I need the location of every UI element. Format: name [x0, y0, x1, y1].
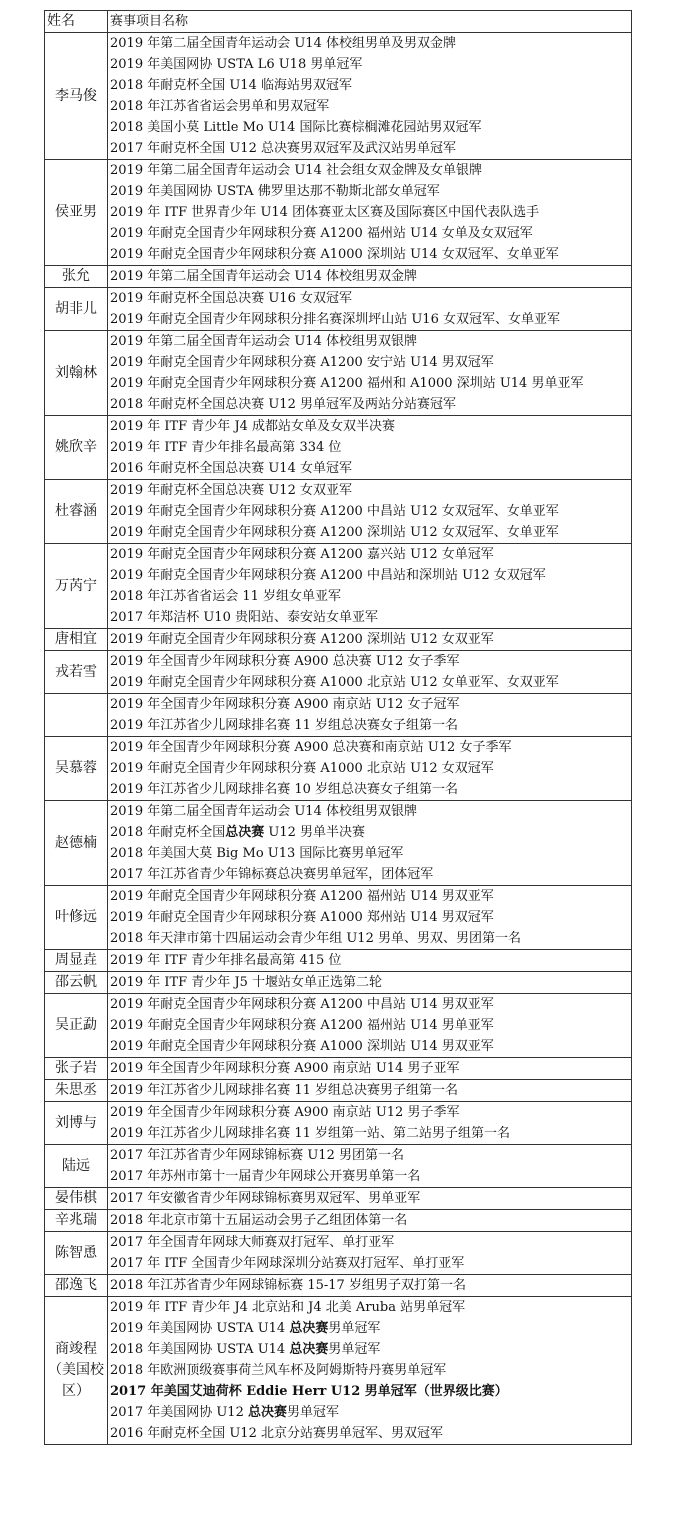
event-item: 2019 年第二届全国青年运动会 U14 社会组女双金牌及女单银牌 [110, 163, 482, 178]
event-item: 2019 年 ITF 青少年 J4 北京站和 J4 北美 Aruba 站男单冠军 [110, 1300, 466, 1315]
event-item: 2017 年美国艾迪荷杯 Eddie Herr U12 男单冠军（世界级比赛） [110, 1384, 508, 1399]
table-row [45, 288, 632, 331]
athlete-name: 叶修远 [45, 886, 108, 950]
event-text: 2018 年美国网协 USTA U14 [110, 1342, 290, 1357]
event-item: 2019 年耐克全国青少年网球积分赛 A1000 深圳站 U14 男双亚军 [110, 1039, 494, 1054]
event-item: 2019 年全国青少年网球积分赛 A900 南京站 U12 男子季军 [110, 1105, 460, 1120]
table-row [45, 737, 632, 801]
event-item [110, 822, 631, 843]
awards-table [44, 10, 632, 1445]
event-item: 2016 年耐克杯全国总决赛 U14 女单冠军 [110, 461, 352, 476]
event-item: 2018 年江苏省省运会 11 岁组女单亚军 [110, 589, 342, 604]
event-item: 2018 年欧洲顶级赛事荷兰风车杯及阿姆斯特丹赛男单冠军 [110, 1363, 447, 1378]
event-item: 2019 年耐克杯全国总决赛 U12 女双亚军 [110, 483, 352, 498]
event-list [108, 480, 632, 544]
table-row [45, 1145, 632, 1188]
event-item: 2019 年耐克全国青少年网球积分赛 A1200 福州站 U14 女单及女双冠军 [110, 226, 533, 241]
event-list [108, 629, 632, 651]
event-list [108, 416, 632, 480]
event-item: 2019 年耐克全国青少年网球积分赛 A1200 深圳站 U12 女双亚军 [110, 632, 494, 647]
event-item: 2019 年全国青少年网球积分赛 A900 南京站 U14 男子亚军 [110, 1061, 460, 1076]
event-text: 男单冠军 [328, 1321, 381, 1336]
event-item: 2019 年耐克全国青少年网球积分赛 A1000 深圳站 U14 女双冠军、女单亚军 [110, 247, 559, 262]
event-item: 2019 年全国青少年网球积分赛 A900 南京站 U12 女子冠军 [110, 697, 460, 712]
table-row [45, 266, 632, 288]
event-list [108, 950, 632, 972]
event-emphasis: 总决赛 [225, 825, 265, 840]
athlete-name: 杜睿涵 [45, 480, 108, 544]
event-list [108, 1145, 632, 1188]
event-list [108, 1058, 632, 1080]
athlete-name: 李马俊 [45, 33, 108, 160]
event-list [108, 266, 632, 288]
awards-table-body [45, 11, 632, 1445]
table-row [45, 994, 632, 1058]
event-item: 2018 年美国大莫 Big Mo U13 国际比赛男单冠军 [110, 846, 404, 861]
event-item: 2019 年耐克全国青少年网球积分赛 A1200 福州和 A1000 深圳站 U14 男单亚军 [110, 376, 584, 391]
event-item: 2019 年第二届全国青年运动会 U14 体校组男双金牌 [110, 269, 417, 284]
event-text: 2018 年耐克杯全国 [110, 825, 226, 840]
event-item: 2019 年耐克全国青少年网球积分赛 A1200 深圳站 U12 女双冠军、女单亚军 [110, 525, 559, 540]
event-item: 2019 年耐克全国青少年网球积分赛 A1200 福州站 U14 男单亚军 [110, 1018, 494, 1033]
table-row [45, 1102, 632, 1145]
event-list [108, 1232, 632, 1275]
table-row [45, 416, 632, 480]
event-item: 2019 年美国网协 USTA 佛罗里达那不勒斯北部女单冠军 [110, 184, 440, 199]
athlete-name: 吴慕蓉 [45, 737, 108, 801]
event-list [108, 972, 632, 994]
event-text: 男单冠军 [328, 1342, 381, 1357]
event-item: 2018 年江苏省省运会男单和男双冠军 [110, 99, 330, 114]
event-item: 2017 年江苏省青少年网球锦标赛 U12 男团第一名 [110, 1148, 404, 1163]
event-item: 2019 年全国青少年网球积分赛 A900 总决赛和南京站 U12 女子季军 [110, 740, 512, 755]
table-row [45, 801, 632, 886]
event-text: 2019 年美国网协 USTA U14 [110, 1321, 290, 1336]
athlete-name: 胡非儿 [45, 288, 108, 331]
event-item: 2019 年 ITF 青少年 J4 成都站女单及女双半决赛 [110, 419, 396, 434]
event-list [108, 1275, 632, 1297]
athlete-name: 邵云帆 [45, 972, 108, 994]
event-item: 2019 年耐克全国青少年网球积分排名赛深圳坪山站 U16 女双冠军、女单亚军 [110, 312, 560, 327]
event-list [108, 1297, 632, 1445]
event-list [108, 544, 632, 629]
event-list [108, 994, 632, 1058]
athlete-name [45, 694, 108, 737]
table-row [45, 1188, 632, 1210]
event-item: 2019 年 ITF 世界青少年 U14 团体赛亚太区赛及国际赛区中国代表队选手 [110, 205, 540, 220]
event-list [108, 331, 632, 416]
table-row [45, 1297, 632, 1445]
table-row [45, 694, 632, 737]
table-row [45, 1058, 632, 1080]
table-row [45, 1275, 632, 1297]
table-row [45, 1232, 632, 1275]
event-item: 2017 年全国青年网球大师赛双打冠军、单打亚军 [110, 1235, 395, 1250]
athlete-name: 辛兆瑞 [45, 1210, 108, 1232]
table-row [45, 886, 632, 950]
event-list [108, 694, 632, 737]
event-item: 2019 年江苏省少儿网球排名赛 10 岁组总决赛女子组第一名 [110, 782, 459, 797]
event-item: 2019 年江苏省少儿网球排名赛 11 岁组总决赛女子组第一名 [110, 718, 459, 733]
event-list [108, 801, 632, 886]
event-item: 2019 年全国青少年网球积分赛 A900 总决赛 U12 女子季军 [110, 654, 460, 669]
event-item: 2018 年北京市第十五届运动会男子乙组团体第一名 [110, 1213, 408, 1228]
athlete-name: 邵逸飞 [45, 1275, 108, 1297]
event-list [108, 737, 632, 801]
event-item: 2018 年天津市第十四届运动会青少年组 U12 男单、男双、男团第一名 [110, 931, 521, 946]
table-row [45, 972, 632, 994]
athlete-name: 陆远 [45, 1145, 108, 1188]
event-item: 2019 年 ITF 青少年排名最高第 334 位 [110, 440, 342, 455]
event-text: U12 男单半决赛 [264, 825, 365, 840]
athlete-name: 唐相宜 [45, 629, 108, 651]
event-item: 2017 年 ITF 全国青少年网球深圳分站赛双打冠军、单打亚军 [110, 1256, 465, 1271]
event-item [110, 1318, 631, 1339]
table-row [45, 160, 632, 266]
athlete-name: 周显垚 [45, 950, 108, 972]
event-list [108, 33, 632, 160]
event-item: 2018 美国小莫 Little Mo U14 国际比赛棕榈滩花园站男双冠军 [110, 120, 482, 135]
event-emphasis: 总决赛 [247, 1405, 287, 1420]
table-row [45, 33, 632, 160]
athlete-name: 刘翰林 [45, 331, 108, 416]
event-item: 2018 年耐克杯全国总决赛 U12 男单冠军及两站分站赛冠军 [110, 397, 456, 412]
event-list [108, 1210, 632, 1232]
athlete-name: 张允 [45, 266, 108, 288]
event-list [108, 288, 632, 331]
header-row [45, 11, 632, 33]
table-row [45, 1210, 632, 1232]
event-column-header: 赛事项目名称 [108, 11, 632, 33]
table-row [45, 950, 632, 972]
athlete-name: 万芮宁 [45, 544, 108, 629]
event-list [108, 651, 632, 694]
table-row [45, 1080, 632, 1102]
athlete-name: 姚欣辛 [45, 416, 108, 480]
event-text: 男单冠军 [287, 1405, 340, 1420]
event-item: 2019 年耐克全国青少年网球积分赛 A1200 中昌站 U14 男双亚军 [110, 997, 494, 1012]
event-list [108, 1188, 632, 1210]
athlete-name: 张子岩 [45, 1058, 108, 1080]
table-row [45, 651, 632, 694]
event-item: 2019 年耐克全国青少年网球积分赛 A1000 北京站 U12 女单亚军、女双亚军 [110, 675, 559, 690]
event-item: 2018 年江苏省青少年网球锦标赛 15-17 岁组男子双打第一名 [110, 1278, 466, 1293]
athlete-name: 商竣程（美国校区） [45, 1297, 108, 1445]
event-emphasis: 总决赛 [289, 1342, 329, 1357]
event-item: 2019 年耐克全国青少年网球积分赛 A1200 嘉兴站 U12 女单冠军 [110, 547, 494, 562]
event-item: 2017 年安徽省青少年网球锦标赛男双冠军、男单亚军 [110, 1191, 421, 1206]
event-list [108, 1080, 632, 1102]
event-item: 2019 年第二届全国青年运动会 U14 体校组男单及男双金牌 [110, 36, 456, 51]
athlete-name: 吴正勐 [45, 994, 108, 1058]
table-row [45, 629, 632, 651]
athlete-name: 刘博与 [45, 1102, 108, 1145]
event-item: 2017 年江苏省青少年锦标赛总决赛男单冠军，团体冠军 [110, 867, 434, 882]
event-list [108, 160, 632, 266]
athlete-name: 朱思丞 [45, 1080, 108, 1102]
event-text: 2017 年美国网协 U12 [110, 1405, 248, 1420]
event-item: 2018 年耐克杯全国 U14 临海站男双冠军 [110, 78, 352, 93]
event-item: 2019 年 ITF 青少年排名最高第 415 位 [110, 953, 342, 968]
event-item: 2016 年耐克杯全国 U12 北京分站赛男单冠军、男双冠军 [110, 1426, 443, 1441]
event-item [110, 1339, 631, 1360]
event-item: 2019 年耐克杯全国总决赛 U16 女双冠军 [110, 291, 352, 306]
event-item: 2019 年耐克全国青少年网球积分赛 A1200 安宁站 U14 男双冠军 [110, 355, 494, 370]
event-item: 2019 年第二届全国青年运动会 U14 体校组男双银牌 [110, 334, 417, 349]
athlete-name: 陈智恿 [45, 1232, 108, 1275]
table-row [45, 480, 632, 544]
athlete-name: 赵德楠 [45, 801, 108, 886]
event-item: 2019 年江苏省少儿网球排名赛 11 岁组总决赛男子组第一名 [110, 1083, 459, 1098]
table-row [45, 331, 632, 416]
athlete-name: 侯亚男 [45, 160, 108, 266]
event-list [108, 886, 632, 950]
event-item: 2019 年耐克全国青少年网球积分赛 A1000 郑州站 U14 男双冠军 [110, 910, 494, 925]
event-item: 2019 年耐克全国青少年网球积分赛 A1200 中昌站和深圳站 U12 女双冠军 [110, 568, 546, 583]
event-emphasis: 总决赛 [289, 1321, 329, 1336]
event-item: 2019 年耐克全国青少年网球积分赛 A1000 北京站 U12 女双冠军 [110, 761, 494, 776]
event-item: 2017 年郑洁杯 U10 贵阳站、泰安站女单亚军 [110, 610, 378, 625]
event-item: 2019 年 ITF 青少年 J5 十堰站女单正选第二轮 [110, 975, 383, 990]
event-item: 2019 年第二届全国青年运动会 U14 体校组男双银牌 [110, 804, 417, 819]
event-item: 2019 年耐克全国青少年网球积分赛 A1200 福州站 U14 男双亚军 [110, 889, 494, 904]
event-item: 2019 年耐克全国青少年网球积分赛 A1200 中昌站 U12 女双冠军、女单亚军 [110, 504, 559, 519]
athlete-name: 晏伟棋 [45, 1188, 108, 1210]
event-item: 2017 年耐克杯全国 U12 总决赛男双冠军及武汉站男单冠军 [110, 141, 456, 156]
event-item: 2017 年苏州市第十一届青少年网球公开赛男单第一名 [110, 1169, 421, 1184]
event-item: 2019 年江苏省少儿网球排名赛 11 岁组第一站、第二站男子组第一名 [110, 1126, 511, 1141]
table-row [45, 544, 632, 629]
name-column-header: 姓名 [45, 11, 108, 33]
athlete-name: 戎若雪 [45, 651, 108, 694]
event-item [110, 1402, 631, 1423]
event-item: 2019 年美国网协 USTA L6 U18 男单冠军 [110, 57, 363, 72]
event-list [108, 1102, 632, 1145]
